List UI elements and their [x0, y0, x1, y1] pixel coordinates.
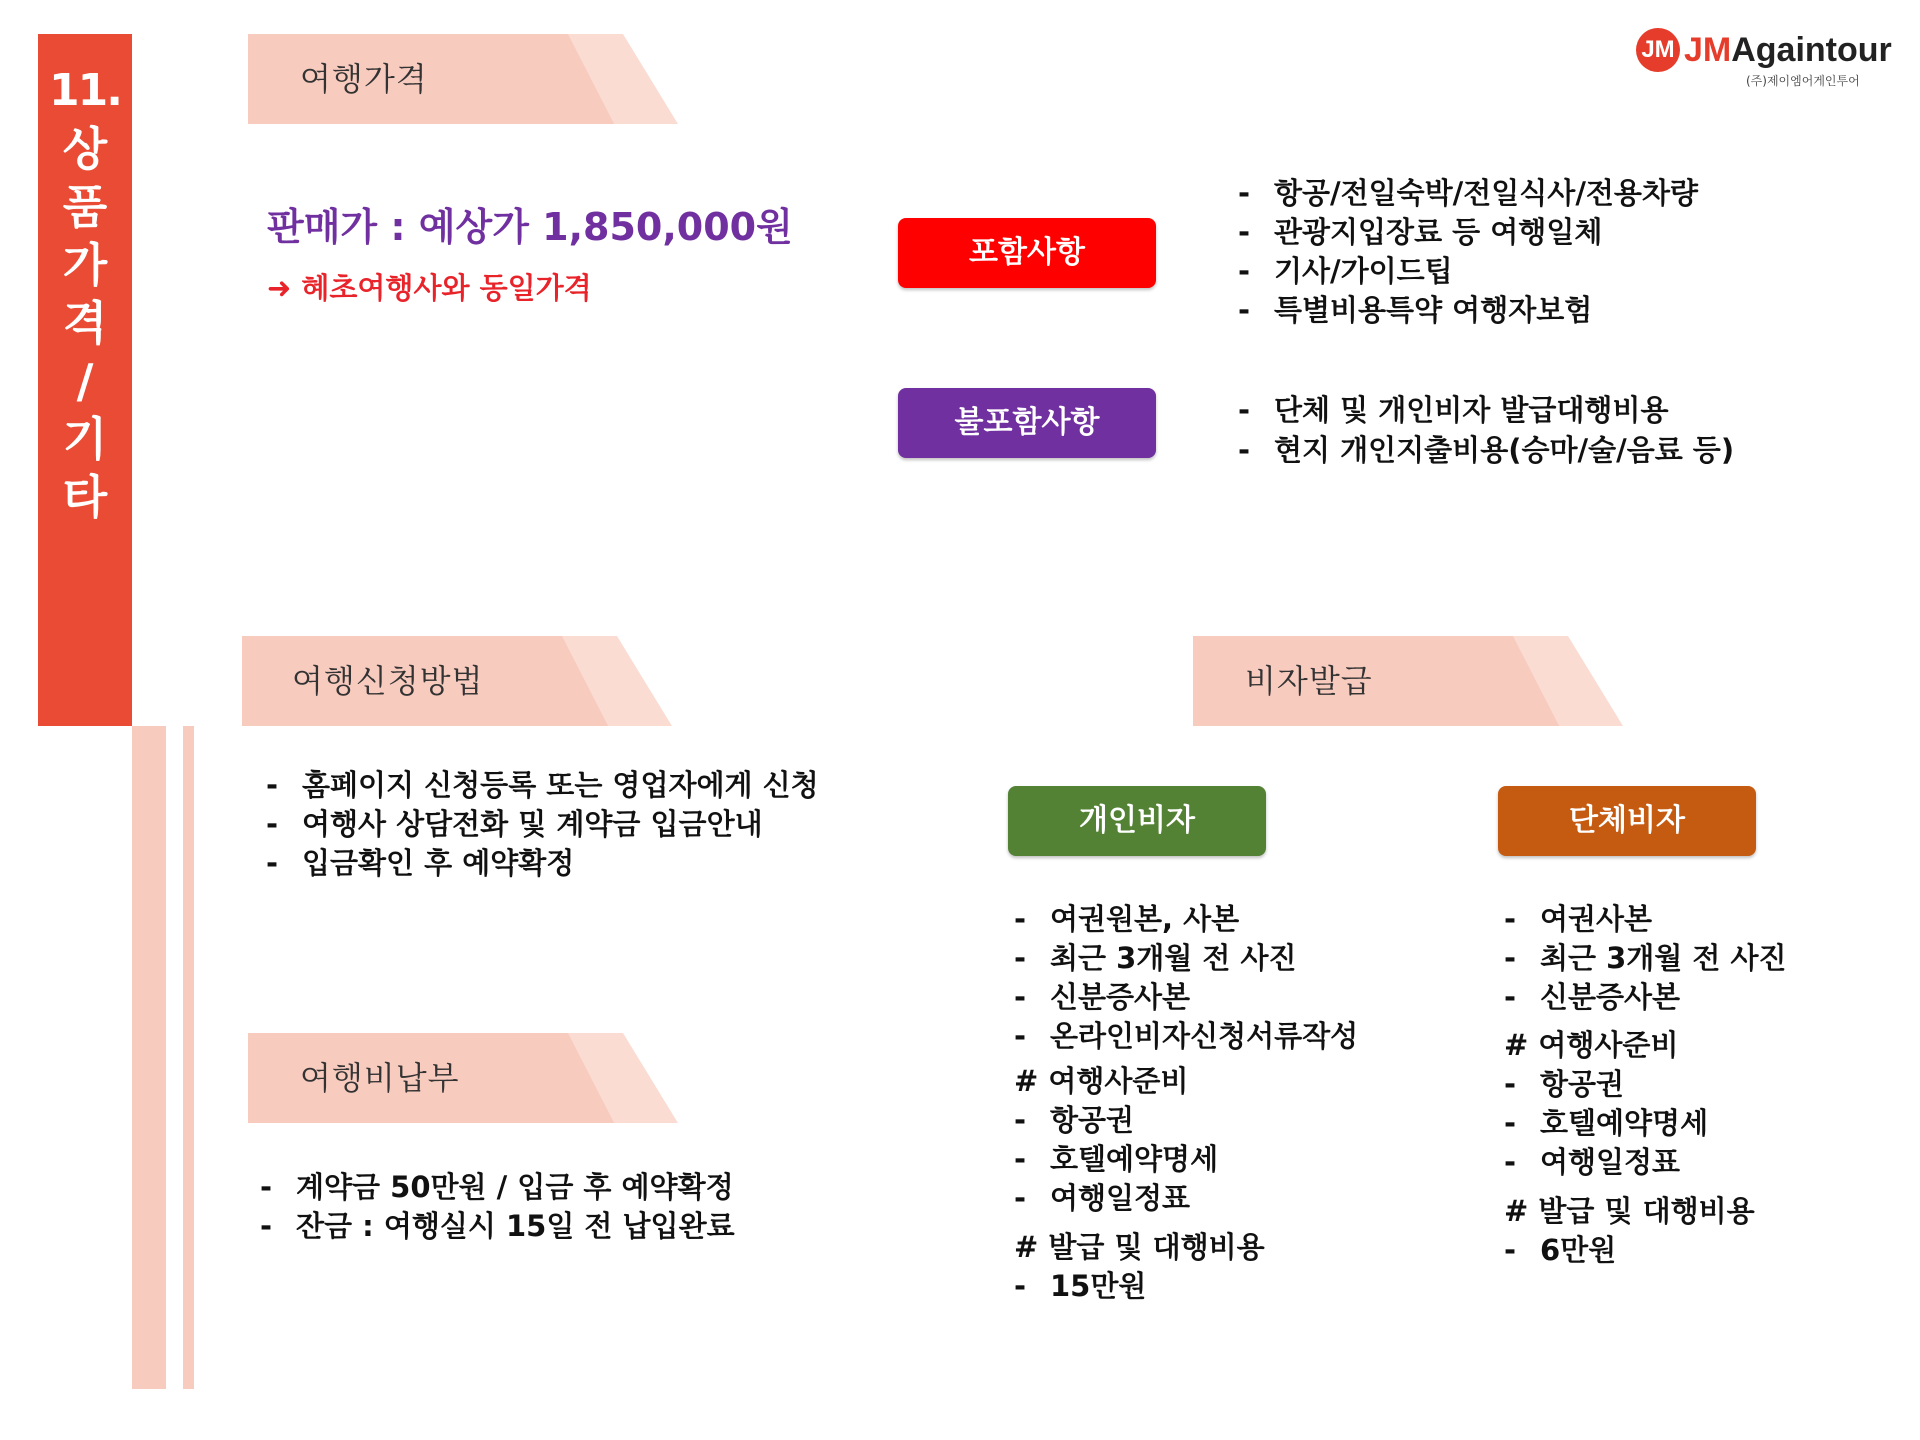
list-item: - 특별비용특약 여행자보험: [1238, 293, 1593, 327]
list-item: - 홈페이지 신청등록 또는 영업자에게 신청: [266, 768, 819, 802]
list-item: - 호텔예약명세: [1504, 1106, 1709, 1140]
list-item: - 기사/가이드팁: [1238, 254, 1453, 288]
list-item: - 항공권: [1504, 1067, 1625, 1101]
side-char: 타: [62, 470, 108, 524]
list-item: - 여권사본: [1504, 902, 1653, 936]
section-header-payment: [248, 1033, 678, 1123]
side-char: 가: [62, 238, 108, 292]
list-item: - 항공권: [1014, 1103, 1135, 1137]
section-title: 여행가격: [300, 60, 428, 98]
group-agency-list: [1504, 1065, 1787, 1182]
list-item: - 항공/전일숙박/전일식사/전용차량: [1238, 176, 1698, 210]
list-item: - 여권원본, 사본: [1014, 902, 1240, 936]
individual-agency-list: [1014, 1101, 1358, 1218]
side-char: 기: [62, 412, 108, 466]
section-title: 여행비납부: [300, 1059, 460, 1097]
group-visa-badge: 단체비자: [1498, 786, 1756, 856]
individual-visa-details: [1014, 900, 1358, 1306]
section-title: 비자발급: [1245, 662, 1373, 700]
decorative-strip: [132, 726, 166, 1389]
individual-visa-badge: 개인비자: [1008, 786, 1266, 856]
side-number: 11.: [49, 65, 121, 116]
list-item: - 입금확인 후 예약확정: [266, 846, 575, 880]
side-char: 격: [62, 296, 108, 350]
sale-price: 판매가 : 예상가 1,850,000원: [267, 205, 793, 249]
list-item: - 단체 및 개인비자 발급대행비용: [1238, 393, 1669, 427]
side-char: /: [76, 354, 94, 408]
list-item: - 여행사 상담전화 및 계약금 입금안내: [266, 807, 763, 841]
logo-brand: JMAgaintour: [1684, 31, 1892, 69]
apply-list: [266, 766, 819, 883]
group-visa-details: [1504, 900, 1787, 1270]
excluded-list: [1238, 390, 1734, 470]
list-item: - 여행일정표: [1504, 1145, 1681, 1179]
list-item: - 여행일정표: [1014, 1181, 1191, 1215]
list-item: - 온라인비자신청서류작성: [1014, 1019, 1359, 1053]
side-char: 상: [62, 122, 108, 176]
section-header-price: [248, 34, 678, 124]
list-item: - 최근 3개월 전 사진: [1014, 941, 1297, 975]
individual-fee-list: [1014, 1267, 1358, 1306]
list-item: - 최근 3개월 전 사진: [1504, 941, 1787, 975]
list-item: - 신분증사본: [1014, 980, 1191, 1014]
logo-subtitle: (주)제이엠어게인투어: [1746, 74, 1860, 88]
list-item: - 15만원: [1014, 1269, 1147, 1303]
price-note: ➜ 혜초여행사와 동일가격: [267, 271, 592, 305]
excluded-badge: 불포함사항: [898, 388, 1156, 458]
group-docs-list: [1504, 900, 1787, 1017]
included-list: [1238, 174, 1698, 330]
section-title: 여행신청방법: [292, 662, 484, 700]
individual-fee-heading: # 발급 및 대행비용: [1014, 1230, 1265, 1264]
group-fee-heading: # 발급 및 대행비용: [1504, 1194, 1755, 1228]
section-header-visa: [1193, 636, 1623, 726]
list-item: - 계약금 50만원 / 입금 후 예약확정: [260, 1170, 734, 1204]
decorative-strip: [183, 726, 194, 1389]
list-item: - 호텔예약명세: [1014, 1142, 1219, 1176]
included-badge: 포함사항: [898, 218, 1156, 288]
payment-list: [260, 1168, 735, 1246]
group-agency-heading: # 여행사준비: [1504, 1028, 1679, 1062]
list-item: - 관광지입장료 등 여행일체: [1238, 215, 1603, 249]
logo-mark: JM: [1636, 28, 1680, 72]
list-item: - 6만원: [1504, 1233, 1617, 1267]
list-item: - 현지 개인지출비용(승마/술/음료 등): [1238, 433, 1735, 467]
individual-agency-heading: # 여행사준비: [1014, 1064, 1189, 1098]
side-char: 품: [62, 180, 108, 234]
group-fee-list: [1504, 1231, 1787, 1270]
side-title: [38, 62, 132, 526]
individual-docs-list: [1014, 900, 1358, 1056]
list-item: - 신분증사본: [1504, 980, 1681, 1014]
section-header-apply: [242, 636, 672, 726]
list-item: - 잔금 : 여행실시 15일 전 납입완료: [260, 1209, 735, 1243]
